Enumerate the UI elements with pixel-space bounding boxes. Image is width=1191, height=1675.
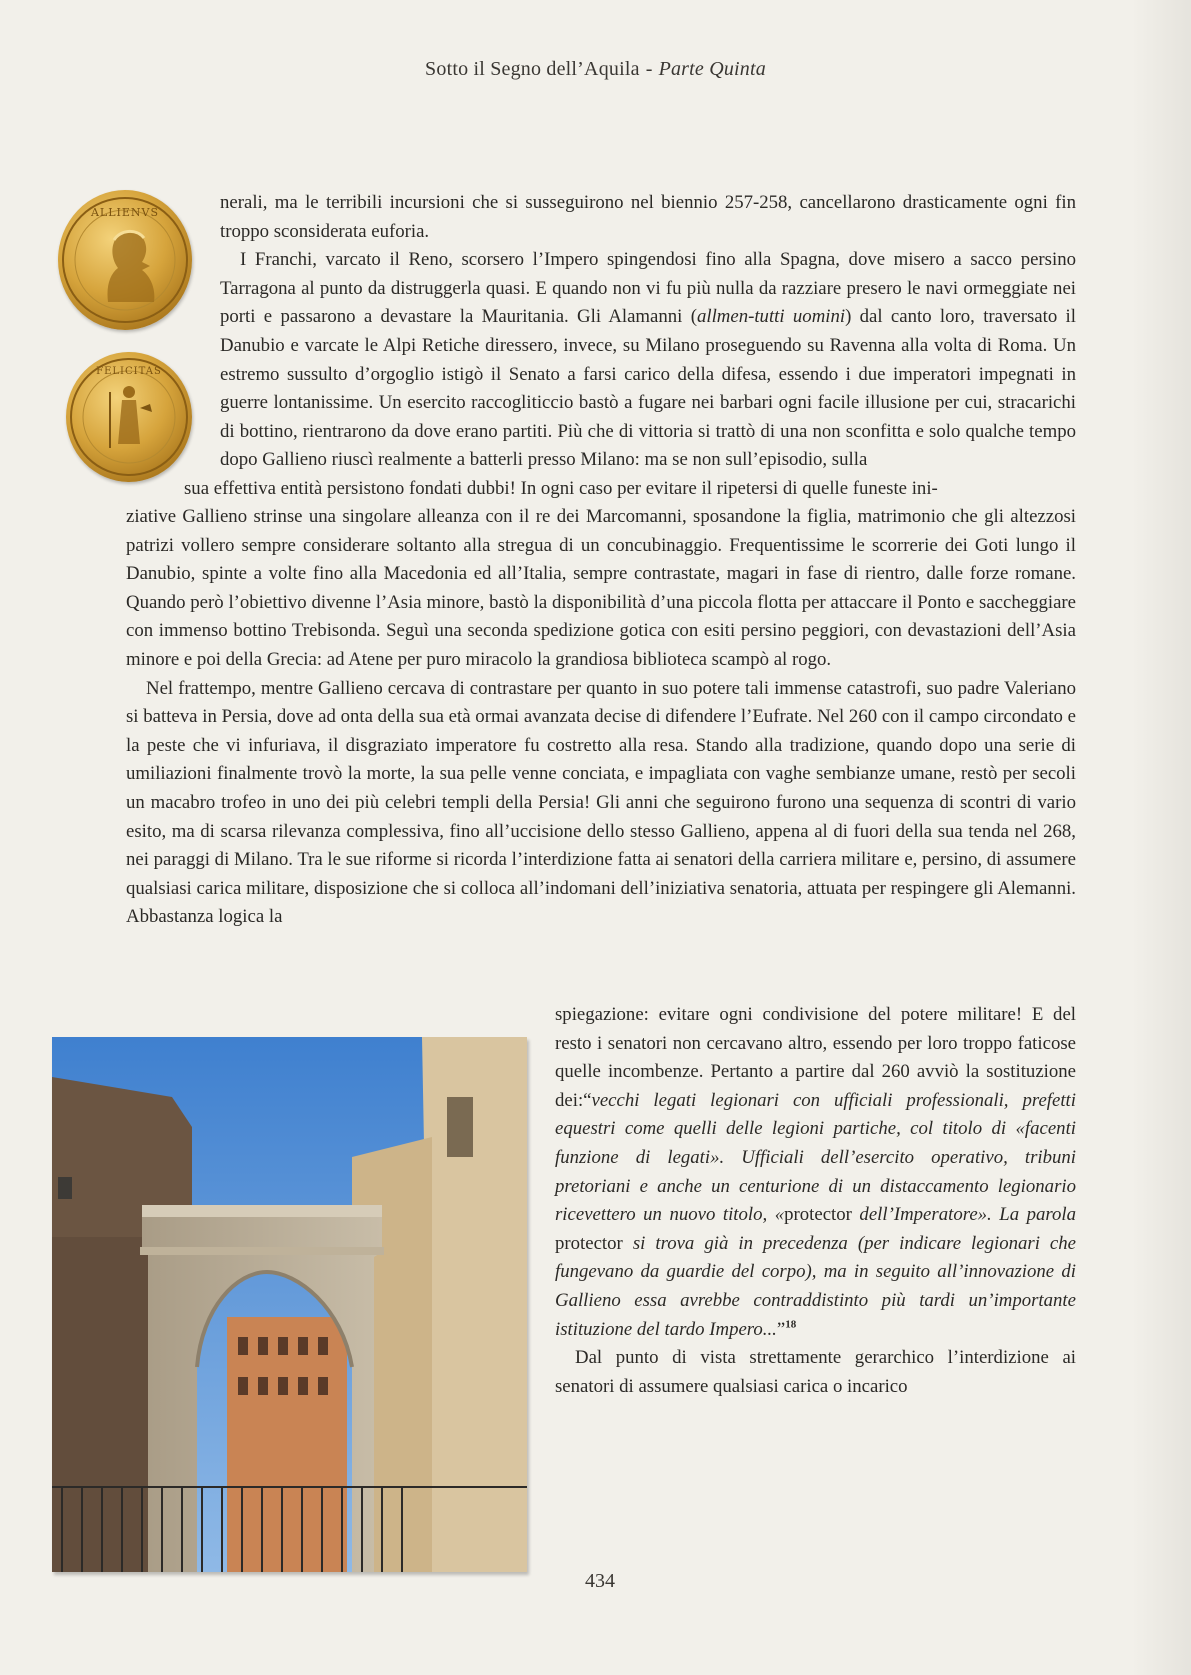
paragraph-continuation: nerali, ma le terribili incursioni che si susseguirono nel biennio 257-258, cancellarono drasticamente ogni fin troppo sconsiderata euforia. — [220, 192, 1076, 242]
paragraph-franchi-tail: ) dal canto loro, traversato il Danubio e varcate le Alpi Retiche diressero, invece, su Milano proseguendo su Ravenna alla volta di Roma. Un estremo sussulto d’orgoglio istigò il Senato a farsi carico della difesa, essendo i due imperatori impegnati in guerre lontanissime. Un esercito raccogliticcio bastò a fugare nei barbari ogni facile illusione per cui, stracarichi di bottino, rientrarono da dove erano partiti. Più che di vittoria si trattò di una non sconfitta e solo qualche tempo dopo Gallieno riuscì realmente a batterli presso Milano: ma se non sull’episodio, sulla — [220, 306, 1076, 471]
paragraph-line: sua effettiva entità persistono fondati dubbi! In ogni caso per evitare il ripetersi di quelle funeste ini- — [184, 478, 938, 499]
alamanni-gloss: allmen-tutti uomini — [696, 306, 846, 328]
arch-photo — [52, 1037, 527, 1572]
quote-part-2: dell’Imperatore». La parola — [851, 1204, 1076, 1226]
paragraph-gerarchico: Dal punto di vista strettamente gerarchico l’interdizione ai senatori di assumere qualsiasi carica o incarico — [555, 1347, 1076, 1397]
quote-part-3: si trova già in precedenza (per indicare legionari che fungevano da guardie del corpo), ma in seguito all’innovazione di Gallieno essa avrebbe contraddistinto più tardi un’importante istituzione del tardo Impero... — [555, 1232, 1076, 1340]
page-number: 434 — [585, 1570, 615, 1592]
svg-text:ALLIENVS: ALLIENVS — [90, 206, 160, 219]
paragraph-franchi — [220, 246, 1076, 475]
quote-close: ” — [776, 1318, 786, 1340]
paragraph-protector — [555, 1001, 1076, 1344]
body-line-wrap — [184, 475, 1076, 504]
header-separator: - — [645, 58, 653, 80]
paragraph-valeriano: Nel frattempo, mentre Gallieno cercava di contrastare per quanto in suo potere tali immense catastrofi, suo padre Valeriano si batteva in Persia, dove ad onta della sua età ormai avanzata decise di difendere l’Eufrate. Nel 260 con il campo circondato e la peste che vi infuriava, il disgraziato imperatore fu costretto alla resa. Stando alla tradizione, quando dopo una serie di umiliazioni finalmente trovò la morte, la sua pelle venne conciata, e impagliata con vaghe sembianze umane, restò per secoli un macabro trofeo in uno dei più celebri templi della Persia! Gli anni che seguirono furono una sequenza di scontri di vario esito, ma di scarsa rilevanza complessiva, fino all’uccisione dello stesso Gallieno, appena al di fuori della sua tenda nel 268, nei paraggi di Milano. Tra le sue riforme si ricorda l’interdizione fatta ai senatori della carriera militare e, persino, di assumere qualsiasi carica militare, disposizione che si colloca all’indomani dell’iniziativa senatoria, attuata per respingere gli Alemanni. Abbastanza logica la — [126, 677, 1076, 928]
coin-reverse-image — [66, 352, 192, 482]
body-block-right-of-photo — [555, 1001, 1076, 1401]
paragraph-franchi-text: I Franchi, varcato il Reno, scorsero l’Impero spingendosi fino alla Spagna, dove misero a sacco persino Tarragona al punto da distruggerla quasi. E quando non vi fu più nulla da razziare presero le navi ormeggiate nei porti e passarono a devastare la Mauritania. Gli Alamanni ( — [220, 249, 1076, 328]
running-head — [0, 58, 1191, 81]
part-title: Parte Quinta — [658, 58, 766, 80]
body-block-top — [220, 189, 1076, 475]
explanation-text: spiegazione: evitare ogni condivisione del potere militare! E del resto i senatori non cercavano altro, essendo per loro troppo faticose quelle incombenze. Pertanto a partire dal 260 avviò la sostituzione dei:“ — [555, 1004, 1076, 1111]
term-protector-1: protector — [784, 1204, 852, 1226]
quote-part-1: vecchi legati legionari con ufficiali professionali, prefetti equestri come quelli delle legioni partiche, col titolo di «facenti funzione di legati». Ufficiali dell’esercito operativo, tribuni pretoriani e anche un centurione di un distaccamento legionario ricevettero un nuovo titolo, « — [555, 1089, 1076, 1226]
body-block-middle — [126, 503, 1076, 932]
paragraph-marcomanni: ziative Gallieno strinse una singolare alleanza con il re dei Marcomanni, sposandone la figlia, matrimonio che gli altezzosi patrizi vollero sempre considerare soltanto alla stregua di un concubinaggio. Frequentissime le scorrerie dei Goti lungo il Danubio, spinte a volte fino alla Macedonia ed all’Italia, sempre contrastate, magari in fase di rientro, dalle forze romane. Quando però l’obiettivo divenne l’Asia minore, bastò la disponibilità d’una piccola flotta per attaccare il Ponto e saccheggiare con immenso bottino Trebisonda. Seguì una seconda spedizione gotica con esiti persino peggiori, con devastazioni dell’Asia minore e poi della Grecia: ad Atene per puro miracolo la grandiosa biblioteca scampò al rogo. — [126, 506, 1076, 670]
page-edge-shadow — [1131, 0, 1191, 1675]
coin-obverse-image — [58, 190, 192, 330]
term-protector-2: protector — [555, 1232, 623, 1254]
book-title: Sotto il Segno dell’Aquila — [425, 58, 640, 80]
svg-text:FELICITAS: FELICITAS — [96, 366, 162, 377]
footnote-ref[interactable]: 18 — [785, 1318, 797, 1331]
